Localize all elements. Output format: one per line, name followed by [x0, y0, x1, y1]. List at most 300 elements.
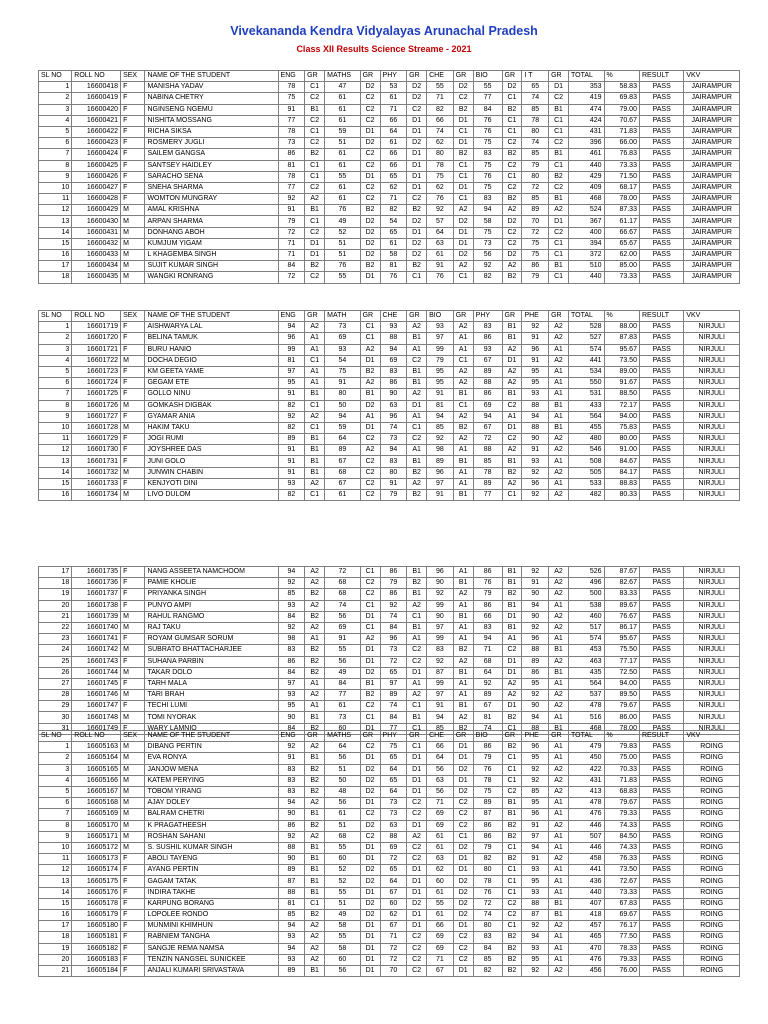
table-cell: C1: [305, 898, 325, 909]
table-cell: 66.00: [604, 138, 639, 149]
table-cell: 72: [380, 656, 407, 667]
table-cell: C2: [502, 182, 522, 193]
table-cell: 431: [569, 126, 604, 137]
table-cell: 93: [278, 690, 305, 701]
table-cell: C1: [502, 876, 522, 887]
table-cell: A2: [549, 205, 569, 216]
table-cell: M: [121, 712, 145, 723]
table-cell: C1: [360, 712, 380, 723]
table-cell: M: [121, 690, 145, 701]
table-cell: B2: [502, 272, 522, 283]
table-cell: PASS: [639, 622, 683, 633]
table-cell: TARI BRAH: [145, 690, 278, 701]
table-cell: 70: [380, 965, 407, 976]
table-cell: 22: [39, 622, 72, 633]
table-cell: C2: [407, 355, 427, 366]
table-cell: 4: [39, 775, 72, 786]
table-cell: C1: [549, 250, 569, 261]
table-cell: 76: [473, 887, 502, 898]
table-cell: 89: [473, 798, 502, 809]
table-cell: SARACHO SENA: [145, 171, 278, 182]
table-cell: 13: [39, 456, 72, 467]
table-cell: B1: [305, 445, 325, 456]
table-cell: 89: [427, 456, 454, 467]
table-cell: F: [121, 104, 145, 115]
table-cell: 16601727: [72, 411, 121, 422]
table-cell: D1: [502, 667, 522, 678]
table-row: [39, 250, 740, 261]
table-cell: 93: [278, 478, 305, 489]
table-cell: PASS: [639, 690, 683, 701]
column-header: RESULT: [639, 71, 683, 82]
table-cell: 92: [522, 690, 549, 701]
table-cell: JAIRAMPUR: [684, 104, 740, 115]
table-cell: 450: [569, 753, 604, 764]
table-cell: A1: [407, 678, 427, 689]
table-cell: PASS: [639, 943, 683, 954]
table-cell: D1: [453, 238, 473, 249]
table-cell: 480: [569, 434, 604, 445]
table-cell: 80: [473, 865, 502, 876]
table-row: [39, 355, 740, 366]
table-row: [39, 205, 740, 216]
table-cell: NIRJULI: [684, 478, 740, 489]
column-header: ROLL NO: [72, 71, 121, 82]
table-cell: 56: [473, 250, 502, 261]
table-cell: 90: [427, 578, 454, 589]
table-cell: 65: [380, 753, 407, 764]
table-cell: ROING: [684, 842, 740, 853]
table-cell: PASS: [639, 954, 683, 965]
table-cell: A1: [549, 876, 569, 887]
table-cell: 16600432: [72, 238, 121, 249]
table-cell: 83: [473, 932, 502, 943]
table-cell: 95: [278, 701, 305, 712]
table-cell: M: [121, 786, 145, 797]
table-cell: 72: [278, 227, 305, 238]
table-cell: PASS: [639, 366, 683, 377]
table-cell: 6: [39, 378, 72, 389]
table-cell: M: [121, 490, 145, 501]
table-cell: 83: [473, 194, 502, 205]
table-cell: 91: [427, 261, 454, 272]
table-cell: 68: [325, 589, 360, 600]
table-cell: A1: [407, 634, 427, 645]
table-cell: 83: [473, 149, 502, 160]
table-cell: 88: [380, 831, 407, 842]
table-cell: PASS: [639, 753, 683, 764]
table-cell: C2: [549, 138, 569, 149]
table-cell: F: [121, 910, 145, 921]
table-cell: B1: [407, 456, 427, 467]
table-cell: 91: [427, 389, 454, 400]
table-cell: A2: [453, 411, 473, 422]
table-cell: M: [121, 798, 145, 809]
table-cell: 67: [473, 422, 502, 433]
table-cell: 72: [380, 854, 407, 865]
table-cell: 5: [39, 366, 72, 377]
table-cell: 83: [278, 775, 305, 786]
table-cell: 83: [473, 322, 502, 333]
table-cell: 66: [427, 742, 454, 753]
table-cell: A1: [453, 478, 473, 489]
table-cell: 16601720: [72, 333, 121, 344]
table-cell: A1: [549, 831, 569, 842]
table-cell: 55: [325, 887, 360, 898]
table-cell: 76.33: [604, 854, 639, 865]
table-cell: NIRJULI: [684, 589, 740, 600]
table-cell: 62.00: [604, 250, 639, 261]
table-row: [39, 701, 740, 712]
table-cell: 16601734: [72, 490, 121, 501]
table-cell: D1: [360, 272, 380, 283]
table-cell: 550: [569, 378, 604, 389]
table-cell: 83: [427, 645, 454, 656]
table-cell: A2: [305, 600, 325, 611]
table-cell: 62: [380, 910, 407, 921]
table-cell: ROING: [684, 798, 740, 809]
table-cell: 16601730: [72, 445, 121, 456]
column-header: MATHS: [325, 731, 360, 742]
table-cell: 10: [39, 422, 72, 433]
table-cell: 88: [522, 645, 549, 656]
table-cell: 16601731: [72, 456, 121, 467]
table-cell: D2: [453, 910, 473, 921]
table-cell: 16601739: [72, 611, 121, 622]
table-cell: PASS: [639, 723, 683, 734]
table-cell: A1: [453, 690, 473, 701]
table-cell: 82.67: [604, 578, 639, 589]
table-cell: C2: [360, 809, 380, 820]
table-cell: C1: [453, 160, 473, 171]
table-cell: C1: [549, 115, 569, 126]
table-cell: B2: [453, 645, 473, 656]
column-header: GR: [407, 311, 427, 322]
table-cell: 419: [569, 93, 604, 104]
table-cell: F: [121, 389, 145, 400]
table-cell: 3: [39, 764, 72, 775]
table-cell: B2: [305, 764, 325, 775]
table-cell: 433: [569, 400, 604, 411]
table-cell: 85: [522, 104, 549, 115]
table-cell: 16601744: [72, 667, 121, 678]
table-cell: F: [121, 965, 145, 976]
table-cell: 81: [278, 160, 305, 171]
table-cell: 14: [39, 887, 72, 898]
table-cell: 96: [522, 742, 549, 753]
table-cell: F: [121, 921, 145, 932]
table-cell: NISHITA MOSSANG: [145, 115, 278, 126]
table-cell: 89: [278, 434, 305, 445]
table-cell: A2: [407, 389, 427, 400]
table-cell: A2: [305, 322, 325, 333]
table-cell: D1: [360, 887, 380, 898]
table-cell: 16605184: [72, 965, 121, 976]
table-cell: 88.83: [604, 478, 639, 489]
table-cell: JAIRAMPUR: [684, 261, 740, 272]
table-cell: F: [121, 678, 145, 689]
table-cell: B1: [549, 645, 569, 656]
table-cell: F: [121, 82, 145, 93]
table-cell: D1: [407, 910, 427, 921]
table-cell: C2: [360, 831, 380, 842]
table-cell: C2: [453, 93, 473, 104]
table-cell: 94: [473, 205, 502, 216]
table-cell: D1: [305, 238, 325, 249]
table-cell: 505: [569, 467, 604, 478]
table-cell: PRIYANKA SINGH: [145, 589, 278, 600]
table-cell: PASS: [639, 389, 683, 400]
table-cell: NIRJULI: [684, 567, 740, 578]
table-cell: 422: [569, 764, 604, 775]
table-cell: 89.00: [604, 366, 639, 377]
table-cell: 60: [325, 954, 360, 965]
table-cell: 55: [427, 898, 454, 909]
table-cell: 73.50: [604, 865, 639, 876]
column-header: GR: [549, 71, 569, 82]
table-cell: B2: [502, 467, 522, 478]
column-header: NAME OF THE STUDENT: [145, 71, 278, 82]
table-cell: B1: [502, 622, 522, 633]
table-cell: B1: [407, 712, 427, 723]
table-cell: 54: [380, 216, 407, 227]
table-cell: 83: [473, 622, 502, 633]
table-cell: 91: [278, 205, 305, 216]
table-cell: 93: [522, 943, 549, 954]
table-cell: PASS: [639, 910, 683, 921]
table-cell: 84.50: [604, 831, 639, 842]
table-cell: D1: [453, 742, 473, 753]
table-cell: 63: [427, 854, 454, 865]
table-cell: A2: [502, 344, 522, 355]
table-cell: 59: [325, 422, 360, 433]
table-cell: 95: [522, 378, 549, 389]
table-cell: A1: [453, 333, 473, 344]
table-cell: LOPOLEE RONDO: [145, 910, 278, 921]
table-cell: C2: [502, 910, 522, 921]
table-cell: ROSMERY JUGLI: [145, 138, 278, 149]
table-cell: C2: [360, 467, 380, 478]
table-cell: 90: [380, 389, 407, 400]
table-cell: KATEM PERYING: [145, 775, 278, 786]
table-cell: D2: [360, 820, 380, 831]
table-cell: 56: [325, 753, 360, 764]
table-cell: 9: [39, 831, 72, 842]
table-cell: PASS: [639, 965, 683, 976]
table-cell: 93: [325, 344, 360, 355]
table-cell: 76: [325, 261, 360, 272]
table-row: [39, 764, 740, 775]
table-cell: 69: [325, 622, 360, 633]
table-cell: 8: [39, 400, 72, 411]
table-cell: C1: [502, 764, 522, 775]
table-cell: A2: [305, 411, 325, 422]
table-cell: 16601738: [72, 600, 121, 611]
table-cell: C2: [407, 645, 427, 656]
table-cell: 78: [278, 171, 305, 182]
table-cell: PASS: [639, 887, 683, 898]
table-cell: 77: [473, 93, 502, 104]
table-cell: GOLLO NINU: [145, 389, 278, 400]
table-cell: D2: [360, 775, 380, 786]
table-cell: A2: [549, 567, 569, 578]
table-cell: PASS: [639, 115, 683, 126]
table-cell: 82: [278, 490, 305, 501]
table-cell: A2: [453, 589, 473, 600]
table-cell: 66: [473, 611, 502, 622]
table-cell: 92: [427, 589, 454, 600]
table-cell: 16605164: [72, 753, 121, 764]
table-cell: B1: [407, 622, 427, 633]
table-row: [39, 194, 740, 205]
table-cell: D2: [453, 898, 473, 909]
table-cell: C1: [305, 126, 325, 137]
table-cell: A1: [305, 344, 325, 355]
table-cell: 4: [39, 355, 72, 366]
table-cell: 87.33: [604, 205, 639, 216]
table-cell: 2: [39, 93, 72, 104]
column-header: TOTAL: [569, 71, 604, 82]
table-cell: C1: [502, 842, 522, 853]
table-cell: 65: [522, 82, 549, 93]
table-cell: 75: [325, 366, 360, 377]
table-cell: 51: [325, 138, 360, 149]
table-cell: F: [121, 600, 145, 611]
table-cell: PASS: [639, 831, 683, 842]
table-cell: C2: [453, 820, 473, 831]
table-cell: C1: [502, 490, 522, 501]
table-cell: 564: [569, 411, 604, 422]
table-cell: B2: [305, 820, 325, 831]
table-cell: 92: [278, 194, 305, 205]
table-cell: 71: [427, 93, 454, 104]
table-cell: 12: [39, 445, 72, 456]
table-cell: PASS: [639, 589, 683, 600]
table-cell: JUNWIN CHABIN: [145, 467, 278, 478]
table-cell: JAIRAMPUR: [684, 227, 740, 238]
table-row: [39, 344, 740, 355]
table-cell: 76.83: [604, 149, 639, 160]
table-cell: 65: [380, 865, 407, 876]
table-cell: C1: [453, 400, 473, 411]
table-cell: C2: [453, 943, 473, 954]
table-cell: PASS: [639, 645, 683, 656]
column-header: PHY: [380, 71, 407, 82]
table-cell: A1: [305, 366, 325, 377]
table-cell: 91: [278, 389, 305, 400]
table-cell: PUNYO AMPI: [145, 600, 278, 611]
table-cell: 77: [278, 182, 305, 193]
table-cell: A1: [407, 445, 427, 456]
table-cell: 77: [325, 690, 360, 701]
table-cell: D1: [407, 753, 427, 764]
table-cell: C2: [360, 104, 380, 115]
table-cell: 88.00: [604, 322, 639, 333]
table-cell: 9: [39, 171, 72, 182]
table-cell: 81: [380, 261, 407, 272]
table-cell: A1: [453, 622, 473, 633]
table-cell: PASS: [639, 786, 683, 797]
table-cell: 77: [380, 723, 407, 734]
table-cell: TENZIN NANGSEL SUNICKEE: [145, 954, 278, 965]
table-cell: 97: [380, 678, 407, 689]
table-cell: 468: [569, 194, 604, 205]
table-cell: D1: [453, 227, 473, 238]
table-cell: TECHI LUMI: [145, 701, 278, 712]
table-cell: 78.00: [604, 723, 639, 734]
table-cell: NIRJULI: [684, 366, 740, 377]
table-cell: PASS: [639, 138, 683, 149]
table-cell: 75.00: [604, 753, 639, 764]
table-cell: 53: [380, 82, 407, 93]
table-cell: A1: [453, 634, 473, 645]
table-cell: 91: [325, 634, 360, 645]
table-cell: ROING: [684, 954, 740, 965]
table-cell: 69: [427, 943, 454, 954]
table-cell: 16605165: [72, 764, 121, 775]
table-cell: A1: [407, 344, 427, 355]
table-cell: A2: [549, 578, 569, 589]
table-cell: 96: [380, 634, 407, 645]
table-cell: RABNIEM TANGHA: [145, 932, 278, 943]
table-cell: 91: [427, 701, 454, 712]
column-header: ENG: [278, 71, 305, 82]
table-cell: 400: [569, 227, 604, 238]
table-cell: 80: [380, 467, 407, 478]
table-cell: 61: [325, 93, 360, 104]
table-cell: S. SUSHIL KUMAR SINGH: [145, 842, 278, 853]
table-cell: D2: [360, 138, 380, 149]
table-cell: 92: [522, 322, 549, 333]
table-cell: A2: [453, 205, 473, 216]
table-cell: A2: [549, 611, 569, 622]
table-cell: 17: [39, 567, 72, 578]
table-cell: KENJYOTI DINI: [145, 478, 278, 489]
table-cell: 2: [39, 333, 72, 344]
table-cell: 89.50: [604, 690, 639, 701]
table-cell: B1: [549, 723, 569, 734]
table-cell: 95: [522, 876, 549, 887]
table-cell: TAKAR DOLO: [145, 667, 278, 678]
table-cell: B1: [305, 104, 325, 115]
table-cell: 92: [522, 775, 549, 786]
table-cell: A1: [549, 478, 569, 489]
table-row: [39, 456, 740, 467]
table-cell: 16: [39, 250, 72, 261]
table-cell: 74: [427, 126, 454, 137]
table-cell: A1: [549, 865, 569, 876]
table-cell: PASS: [639, 678, 683, 689]
table-cell: ROING: [684, 943, 740, 954]
table-cell: 479: [569, 742, 604, 753]
table-cell: A2: [305, 921, 325, 932]
table-cell: B1: [453, 490, 473, 501]
table-cell: 73.50: [604, 355, 639, 366]
table-cell: F: [121, 954, 145, 965]
table-cell: 78.00: [604, 194, 639, 205]
table-cell: B1: [305, 467, 325, 478]
table-cell: 73: [325, 712, 360, 723]
table-cell: C2: [502, 898, 522, 909]
table-cell: 96: [278, 333, 305, 344]
table-cell: SUHANA PARBIN: [145, 656, 278, 667]
table-cell: 95: [427, 366, 454, 377]
table-cell: C1: [502, 93, 522, 104]
table-cell: 7: [39, 149, 72, 160]
table-cell: C2: [360, 182, 380, 193]
table-cell: 474: [569, 104, 604, 115]
table-cell: 496: [569, 578, 604, 589]
